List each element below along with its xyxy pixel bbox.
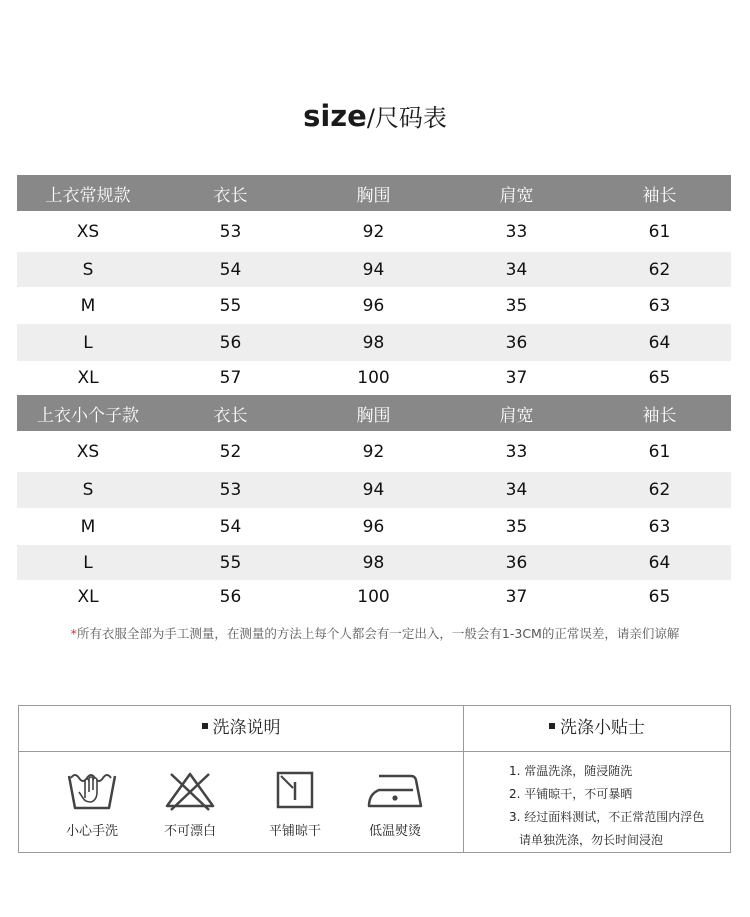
page-title bbox=[0, 96, 750, 138]
table-cell: XL bbox=[77, 587, 99, 607]
note-asterisk: * bbox=[70, 626, 77, 641]
table-cell: 36 bbox=[445, 545, 588, 580]
care-label: 小心手洗 bbox=[65, 824, 118, 839]
table-row bbox=[17, 252, 731, 287]
table-cell: 94 bbox=[302, 472, 445, 508]
table-row bbox=[17, 545, 731, 580]
table-cell: 63 bbox=[648, 516, 671, 537]
table-cell: 34 bbox=[445, 472, 588, 508]
table-row bbox=[17, 580, 731, 614]
header-cell: 上衣小个子款 bbox=[17, 395, 159, 431]
table-cell: 62 bbox=[588, 472, 731, 508]
table-cell: 65 bbox=[648, 368, 671, 388]
table-row bbox=[17, 287, 731, 324]
square-bullet-icon bbox=[549, 723, 555, 729]
table-cell: 98 bbox=[302, 545, 445, 580]
title-cn: 尺码表 bbox=[374, 104, 447, 132]
care-label: 不可漂白 bbox=[163, 824, 216, 839]
measurement-note bbox=[0, 624, 750, 642]
wash-tips-title bbox=[464, 706, 730, 751]
table-cell: 54 bbox=[159, 252, 302, 287]
wash-title-text: 洗涤说明 bbox=[212, 718, 281, 738]
table-cell: 96 bbox=[362, 295, 385, 316]
table-cell: 92 bbox=[362, 441, 385, 462]
table-cell: 56 bbox=[219, 587, 242, 607]
care-item-dry-flat bbox=[255, 768, 335, 839]
table-cell: 100 bbox=[357, 368, 390, 388]
table-cell: 57 bbox=[219, 368, 242, 388]
table-cell: 92 bbox=[362, 221, 385, 242]
header-cell: 袖长 bbox=[588, 175, 731, 211]
no-bleach-icon bbox=[163, 768, 217, 812]
care-label: 低温熨烫 bbox=[368, 824, 421, 839]
table-row bbox=[17, 472, 731, 508]
table-cell: 63 bbox=[648, 295, 671, 316]
tip-item: 2. 平铺晾干，不可暴晒 bbox=[509, 787, 633, 801]
header-cell: 肩宽 bbox=[445, 175, 588, 211]
wash-tips-list bbox=[509, 760, 741, 852]
wash-instructions-title bbox=[19, 706, 463, 751]
table-cell: 52 bbox=[219, 441, 242, 462]
table-cell: 61 bbox=[648, 221, 671, 242]
divider-horizontal bbox=[19, 751, 730, 752]
table-header-row bbox=[17, 395, 731, 431]
table-cell: 53 bbox=[219, 221, 242, 242]
table-cell: L bbox=[17, 324, 159, 361]
table-cell: 53 bbox=[159, 472, 302, 508]
table-header-row bbox=[17, 175, 731, 211]
table-cell: XL bbox=[77, 368, 99, 388]
table-cell: 37 bbox=[505, 368, 528, 388]
table-cell: 56 bbox=[159, 324, 302, 361]
table-cell: S bbox=[17, 472, 159, 508]
header-cell: 胸围 bbox=[302, 175, 445, 211]
table-cell: 35 bbox=[505, 295, 528, 316]
table-cell: 35 bbox=[505, 516, 528, 537]
table-cell: 98 bbox=[302, 324, 445, 361]
table-cell: XS bbox=[76, 221, 100, 242]
header-cell: 胸围 bbox=[302, 395, 445, 431]
table-cell: 55 bbox=[159, 545, 302, 580]
table-row bbox=[17, 431, 731, 472]
table-cell: 33 bbox=[505, 221, 528, 242]
care-item-low-iron bbox=[355, 768, 435, 839]
tips-title-text: 洗涤小贴士 bbox=[560, 718, 645, 738]
table-row bbox=[17, 508, 731, 545]
table-row bbox=[17, 211, 731, 252]
tip-item: 请单独洗涤，勿长时间浸泡 bbox=[519, 833, 664, 847]
header-cell: 上衣常规款 bbox=[17, 175, 159, 211]
care-item-hand-wash bbox=[52, 768, 132, 839]
table-cell: 94 bbox=[302, 252, 445, 287]
table-cell: 64 bbox=[588, 545, 731, 580]
table-cell: M bbox=[80, 516, 96, 537]
low-iron-icon bbox=[365, 768, 425, 812]
table-cell: S bbox=[17, 252, 159, 287]
size-table-petite bbox=[17, 395, 731, 614]
table-row bbox=[17, 324, 731, 361]
note-text: 所有衣服全部为手工测量，在测量的方法上每个人都会有一定出入，一般会有1-3CM的正常误差，请亲们谅解 bbox=[76, 626, 680, 641]
table-cell: 100 bbox=[357, 587, 390, 607]
title-separator: / bbox=[366, 104, 375, 132]
table-cell: 55 bbox=[219, 295, 242, 316]
hand-wash-icon bbox=[65, 768, 119, 812]
size-table-regular bbox=[17, 175, 731, 395]
table-cell: 96 bbox=[362, 516, 385, 537]
table-cell: 54 bbox=[219, 516, 242, 537]
table-cell: 62 bbox=[588, 252, 731, 287]
table-row bbox=[17, 361, 731, 395]
table-cell: XS bbox=[76, 441, 100, 462]
header-cell: 肩宽 bbox=[445, 395, 588, 431]
care-item-no-bleach bbox=[150, 768, 230, 839]
table-cell: 61 bbox=[648, 441, 671, 462]
table-cell: 64 bbox=[588, 324, 731, 361]
table-cell: 65 bbox=[648, 587, 671, 607]
title-en: size bbox=[303, 99, 367, 133]
table-cell: M bbox=[80, 295, 96, 316]
tip-item: 1. 常温洗涤，随浸随洗 bbox=[509, 764, 633, 778]
header-cell: 袖长 bbox=[588, 395, 731, 431]
table-cell: 37 bbox=[505, 587, 528, 607]
table-cell: 36 bbox=[445, 324, 588, 361]
table-cell: 33 bbox=[505, 441, 528, 462]
dry-flat-icon bbox=[268, 768, 322, 812]
care-label: 平铺晾干 bbox=[268, 824, 321, 839]
header-cell: 衣长 bbox=[159, 395, 302, 431]
header-cell: 衣长 bbox=[159, 175, 302, 211]
tip-item: 3. 经过面料测试，不正常范围内浮色 bbox=[509, 810, 705, 824]
table-cell: 34 bbox=[445, 252, 588, 287]
square-bullet-icon bbox=[202, 723, 208, 729]
table-cell: L bbox=[17, 545, 159, 580]
